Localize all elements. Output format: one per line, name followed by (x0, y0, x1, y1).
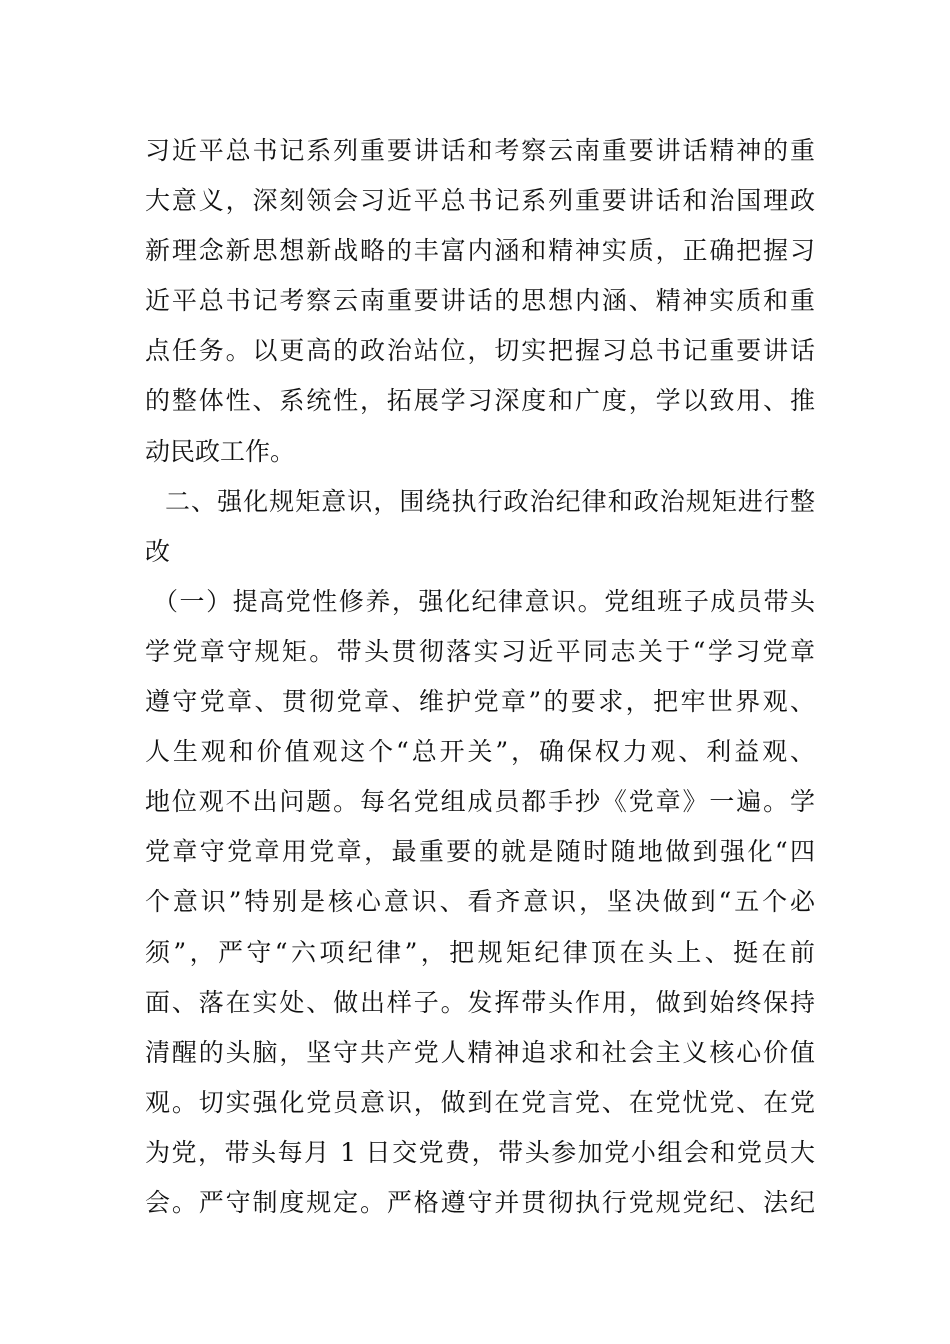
text-line: 会。严守制度规定。严格遵守并贯彻执行党规党纪、法纪 (145, 1187, 815, 1217)
text-line: 地位观不出问题。每名党组成员都手抄《党章》一遍。学 (145, 787, 815, 817)
document-body (145, 126, 815, 1228)
text-line: 近平总书记考察云南重要讲话的思想内涵、精神实质和重 (145, 286, 815, 316)
text-line: 学党章守规矩。带头贯彻落实习近平同志关于“学习党章 (145, 636, 815, 666)
text-line: 点任务。以更高的政治站位，切实把握习总书记重要讲话 (145, 336, 815, 366)
text-line: 遵守党章、贯彻党章、维护党章”的要求，把牢世界观、 (145, 687, 815, 717)
text-line: 须”，严守“六项纪律”，把规矩纪律顶在头上、挺在前 (145, 937, 815, 967)
text-line: 新理念新思想新战略的丰富内涵和精神实质，正确把握习 (145, 236, 815, 266)
text-line: 习近平总书记系列重要讲话和考察云南重要讲话精神的重 (145, 136, 815, 165)
text-line: 个意识”特别是核心意识、看齐意识，坚决做到“五个必 (145, 887, 815, 917)
text-line: 大意义，深刻领会习近平总书记系列重要讲话和治国理政 (145, 186, 815, 216)
text-line: 党章守党章用党章，最重要的就是随时随地做到强化“四 (145, 837, 815, 867)
text-line: 为党，带头每月 1 日交党费，带头参加党小组会和党员大 (145, 1137, 815, 1167)
text-line: 面、落在实处、做出样子。发挥带头作用，做到始终保持 (145, 987, 815, 1017)
section-heading-line: 二、强化规矩意识，围绕执行政治纪律和政治规矩进行整 (165, 486, 815, 516)
paragraph-end-line: 动民政工作。 (145, 436, 296, 466)
text-line: 清醒的头脑，坚守共产党人精神追求和社会主义核心价值 (145, 1037, 815, 1067)
text-line: 观。切实强化党员意识，做到在党言党、在党忧党、在党 (145, 1087, 815, 1117)
section-heading-end-line: 改 (145, 536, 171, 566)
text-line: 人生观和价值观这个“总开关”，确保权力观、利益观、 (145, 737, 815, 767)
subsection-heading-line: （一）提高党性修养，强化纪律意识。党组班子成员带头 (153, 586, 815, 616)
text-line: 的整体性、系统性，拓展学习深度和广度，学以致用、推 (145, 386, 815, 416)
